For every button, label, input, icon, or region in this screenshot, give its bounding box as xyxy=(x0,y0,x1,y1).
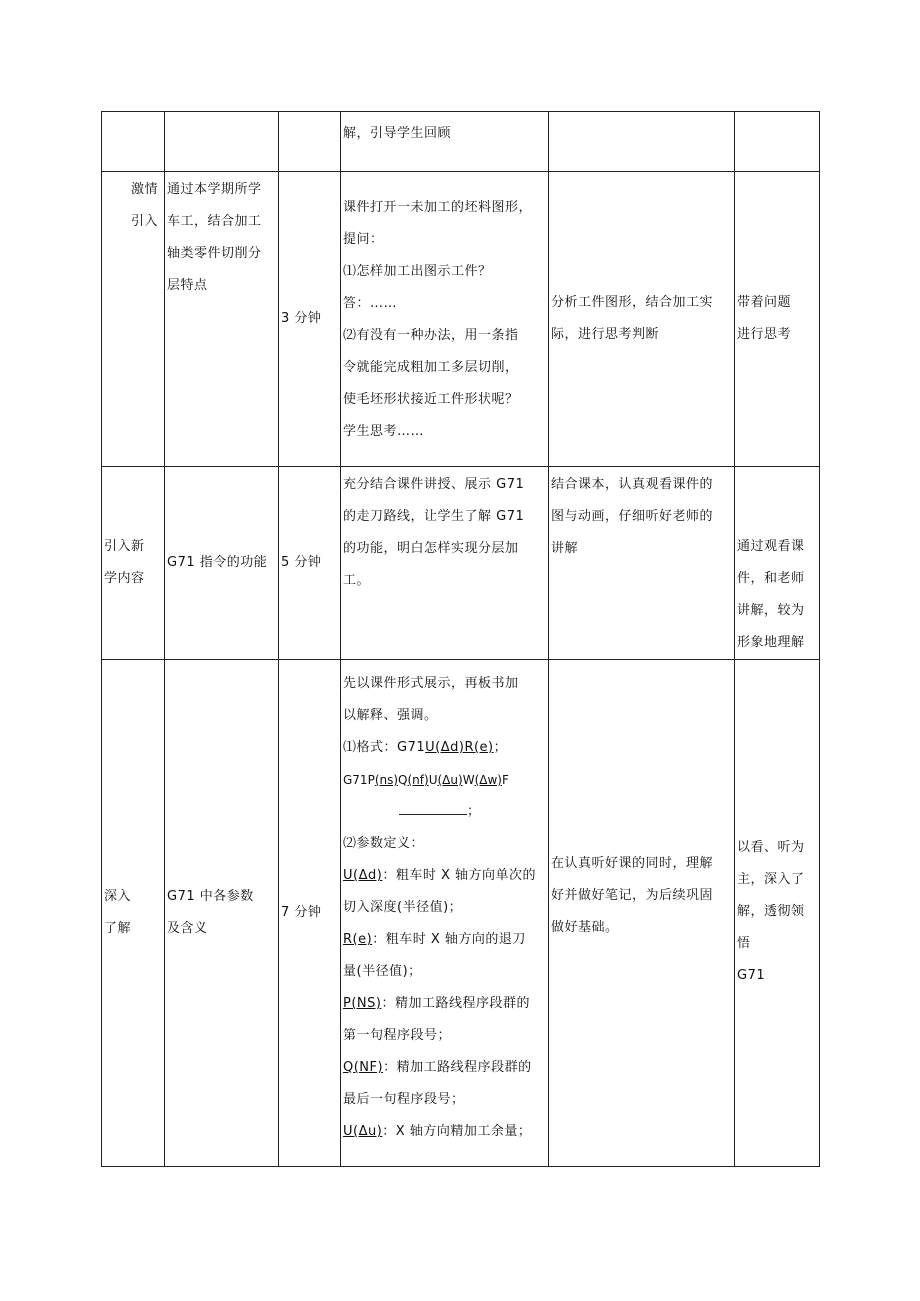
text-line: 充分结合课件讲授、展示 G71 xyxy=(343,477,525,492)
text-line: 切入深度(半径值)； xyxy=(343,900,463,915)
text-line: 主，深入了 xyxy=(737,872,805,887)
text-line: G71 中各参数 xyxy=(167,889,254,904)
stage-cell xyxy=(102,467,165,660)
text-line: 车工，结合加工 xyxy=(167,214,262,229)
text-line: 讲解，较为 xyxy=(737,603,805,618)
format-line-2 xyxy=(343,764,546,796)
time-cell xyxy=(279,467,341,660)
content-cell xyxy=(165,467,279,660)
text-line: 3 分钟 xyxy=(281,311,322,326)
text-line: 引入新 xyxy=(104,539,145,554)
text-line: 5 分钟 xyxy=(281,555,322,570)
param-desc: ：粗车时 X 轴方向单次的 xyxy=(382,868,536,883)
text-line: 解，引导学生回顾 xyxy=(343,126,452,141)
table-row xyxy=(102,112,820,172)
w-label: W xyxy=(462,773,475,787)
punct: ； xyxy=(493,740,508,755)
text-line: 际，进行思考判断 xyxy=(551,327,660,342)
param-def-line xyxy=(343,1116,546,1148)
text-line: 使毛坯形状接近工件形状呢？ xyxy=(343,392,519,407)
design-intent-cell xyxy=(735,660,820,1167)
time-cell xyxy=(279,172,341,467)
param-def-line xyxy=(343,988,546,1020)
text-line: 图与动画，仔细听好老师的 xyxy=(551,509,714,524)
param-du: (Δu) xyxy=(437,773,463,787)
text-line: 通过观看课 xyxy=(737,539,805,554)
text-line: 第一句程序段号； xyxy=(343,1028,452,1043)
param-dw: (Δw) xyxy=(474,773,502,787)
param-desc: ：粗车时 X 轴方向的退刀 xyxy=(372,932,526,947)
param-nf: Q(NF) xyxy=(343,1060,384,1075)
param-ns: (ns) xyxy=(374,773,399,787)
text-line: 好并做好笔记，为后续巩固 xyxy=(551,888,714,903)
text-line: ⑵有没有一种办法，用一条指 xyxy=(343,328,519,343)
stage-cell xyxy=(102,660,165,1167)
teacher-activity-cell xyxy=(341,172,549,467)
text-line: 讲解 xyxy=(551,541,579,556)
param-u-d: U(Δd) xyxy=(343,868,383,883)
table-row xyxy=(102,172,820,467)
blank-line xyxy=(343,796,546,828)
text-line: 了解 xyxy=(104,921,132,936)
stage-cell xyxy=(102,172,165,467)
g71-label: G71P xyxy=(343,773,375,787)
param-def-line xyxy=(343,860,546,892)
param-du: U(Δu) xyxy=(343,1124,383,1139)
text-line: 做好基础。 xyxy=(551,920,619,935)
text-line: 轴类零件切削分 xyxy=(167,246,262,261)
content-cell xyxy=(165,172,279,467)
param-desc: ：精加工路线程序段群的 xyxy=(383,1060,532,1075)
student-activity-cell xyxy=(549,172,735,467)
student-activity-cell xyxy=(549,660,735,1167)
format-line xyxy=(343,732,546,764)
student-activity-cell xyxy=(549,467,735,660)
text-line: ⑴怎样加工出图示工件？ xyxy=(343,264,492,279)
text-line: 通过本学期所学 xyxy=(167,182,262,197)
text-line: 提问： xyxy=(343,232,384,247)
text-line: 带着问题 xyxy=(737,295,792,310)
format-label: ⑴格式：G71 xyxy=(343,740,426,755)
text-line: 分析工件图形，结合加工实 xyxy=(551,295,714,310)
param-def-line xyxy=(343,1052,546,1084)
text-line: 学内容 xyxy=(104,571,145,586)
student-activity-cell xyxy=(549,112,735,172)
content-cell xyxy=(165,660,279,1167)
text-line: 的走刀路线，让学生了解 G71 xyxy=(343,509,525,524)
text-line: 深入 xyxy=(104,889,132,904)
text-line: 进行思考 xyxy=(737,327,792,342)
content-cell xyxy=(165,112,279,172)
text-line: ⑵参数定义： xyxy=(343,836,425,851)
teacher-activity-cell xyxy=(341,467,549,660)
text-line: 7 分钟 xyxy=(281,905,322,920)
text-line: 结合课本，认真观看课件的 xyxy=(551,477,714,492)
text-line: 层特点 xyxy=(167,278,208,293)
text-line: 在认真听好课的同时，理解 xyxy=(551,856,714,871)
text-line: 先以课件形式展示，再板书加 xyxy=(343,676,519,691)
design-intent-cell xyxy=(735,112,820,172)
time-cell xyxy=(279,660,341,1167)
param-ns: P(NS) xyxy=(343,996,382,1011)
text-line: 及含义 xyxy=(167,921,208,936)
text-line: 最后一句程序段号； xyxy=(343,1092,465,1107)
param-nf: (nf) xyxy=(407,773,429,787)
text-line: 形象地理解 xyxy=(737,635,805,650)
text-line: 学生思考…… xyxy=(343,424,425,439)
text-line: 引入 xyxy=(130,214,158,229)
text-line: G71 指令的功能 xyxy=(167,555,268,570)
param-desc: ：X 轴方向精加工余量； xyxy=(382,1124,532,1139)
text-line: 答：…… xyxy=(343,296,398,311)
stage-cell xyxy=(102,112,165,172)
table-row xyxy=(102,660,820,1167)
f-label: F xyxy=(501,773,509,787)
text-line: 以解释、强调。 xyxy=(343,708,438,723)
text-line: G71 xyxy=(737,968,766,983)
u-label: U xyxy=(428,773,438,787)
q-label: Q xyxy=(398,773,408,787)
design-intent-cell xyxy=(735,172,820,467)
param-r-e: R(e) xyxy=(343,932,373,947)
table-row xyxy=(102,467,820,660)
text-line: 激情 xyxy=(130,182,158,197)
param-r-e: R(e) xyxy=(464,740,494,755)
text-line: 以看、听为 xyxy=(737,840,805,855)
param-desc: ：精加工路线程序段群的 xyxy=(381,996,530,1011)
text-line: 解，透彻领 xyxy=(737,904,805,919)
text-line: 悟 xyxy=(737,936,751,951)
text-line: 工。 xyxy=(343,573,371,588)
punct: ； xyxy=(467,804,481,819)
fill-blank xyxy=(399,800,467,815)
text-line: 的功能，明白怎样实现分层加 xyxy=(343,541,519,556)
text-line: 件，和老师 xyxy=(737,571,805,586)
design-intent-cell xyxy=(735,467,820,660)
lesson-plan-table xyxy=(101,111,820,1167)
time-cell xyxy=(279,112,341,172)
text-line: 量(半径值)； xyxy=(343,964,422,979)
param-def-line xyxy=(343,924,546,956)
param-u-d: U(Δd) xyxy=(425,740,465,755)
text-line: 令就能完成粗加工多层切削， xyxy=(343,360,519,375)
teacher-activity-cell xyxy=(341,112,549,172)
teacher-activity-cell xyxy=(341,660,549,1167)
text-line: 课件打开一未加工的坯料图形， xyxy=(343,200,533,215)
